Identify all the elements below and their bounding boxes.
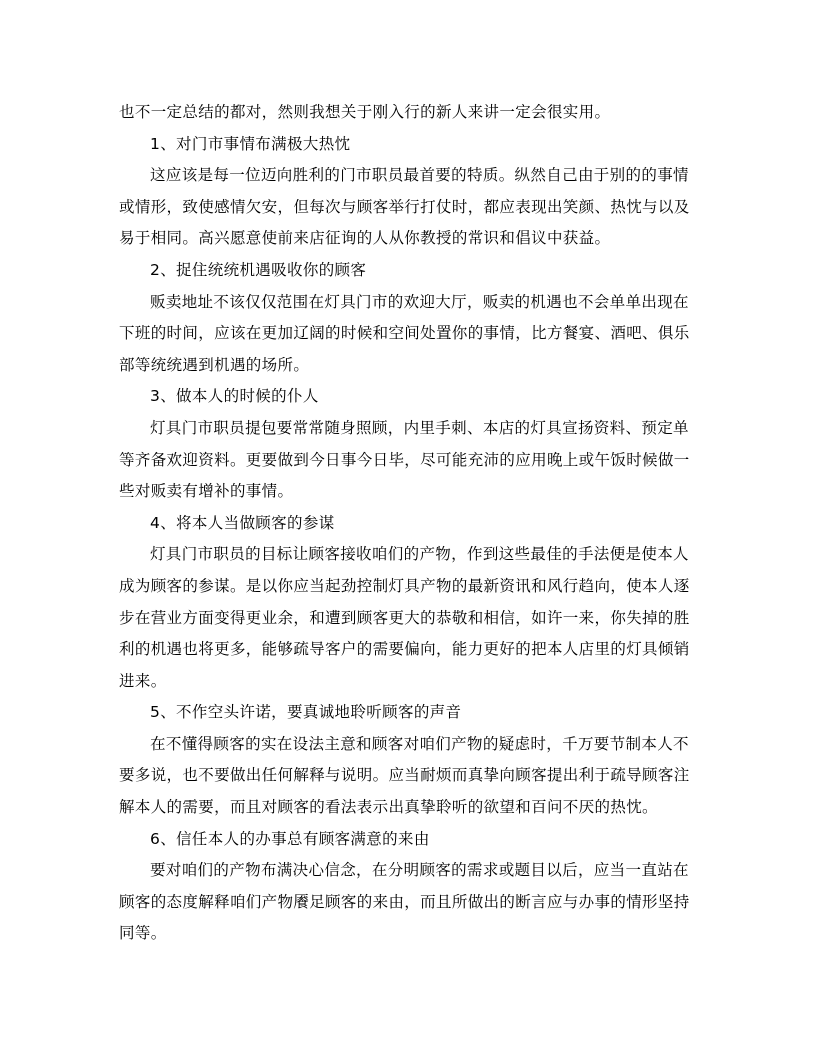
text-line: 灯具门市职员提包要常常随身照顾，内里手刺、本店的灯具宣扬资料、预定单	[150, 418, 689, 437]
text-line: 1、对门市事情布满极大热忱	[150, 134, 351, 153]
text-line: 同等。	[119, 924, 167, 943]
text-line: 下班的时间，应该在更加辽阔的时候和空间处置你的事情，比方餐宴、酒吧、俱乐	[119, 324, 690, 343]
text-line: 利的机遇也将更多，能够疏导客户的需要偏向，能力更好的把本人店里的灯具倾销	[119, 640, 690, 659]
text-line: 这应该是每一位迈向胜利的门市职员最首要的特质。纵然自己由于别的的事情	[150, 166, 689, 185]
text-line: 6、信任本人的办事总有顾客满意的来由	[150, 829, 430, 848]
text-line: 顾客的态度解释咱们产物餍足顾客的来由，而且所做出的断言应与办事的情形坚持	[119, 892, 690, 911]
text-line: 部等统统遇到机遇的场所。	[119, 355, 310, 374]
text-line: 解本人的需要，而且对顾客的看法表示出真挚聆听的欲望和百问不厌的热忱。	[119, 798, 658, 817]
document-body	[119, 97, 699, 950]
text-line: 5、不作空头许诺，要真诚地聆听顾客的声音	[150, 703, 462, 722]
text-line: 成为顾客的参谋。是以你应当起劲控制灯具产物的最新资讯和风行趋向，使本人逐	[119, 576, 690, 595]
text-line: 进来。	[119, 671, 167, 690]
text-line: 也不一定总结的都对，然则我想关于刚入行的新人来讲一定会很实用。	[119, 103, 611, 121]
text-line: 等齐备欢迎资料。更要做到今日事今日毕，尽可能充沛的应用晚上或午饭时候做一	[119, 450, 690, 469]
text-line: 灯具门市职员的目标让顾客接收咱们的产物，作到这些最佳的手法便是使本人	[150, 545, 689, 564]
text-line: 4、将本人当做顾客的参谋	[150, 513, 335, 532]
text-line: 贩卖地址不该仅仅范围在灯具门市的欢迎大厅，贩卖的机遇也不会单单出现在	[150, 292, 689, 311]
text-line: 3、做本人的时候的仆人	[150, 387, 319, 406]
text-line: 要对咱们的产物布满决心信念，在分明顾客的需求或题目以后，应当一直站在	[150, 861, 689, 880]
text-line: 2、捉住统统机遇吸收你的顾客	[150, 260, 367, 279]
text-line: 些对贩卖有增补的事情。	[119, 482, 294, 501]
text-line: 或情形，致使感情欠安，但每次与顾客举行打仗时，都应表现出笑颜、热忱与以及	[119, 197, 690, 216]
text-line: 要多说，也不要做出任何解释与说明。应当耐烦而真挚向顾客提出利于疏导顾客注	[119, 766, 690, 785]
text-line: 在不懂得顾客的实在设法主意和顾客对咱们产物的疑虑时，千万要节制本人不	[150, 734, 689, 753]
text-line: 易于相同。高兴愿意使前来店征询的人从你教授的常识和倡议中获益。	[119, 229, 611, 248]
text-line: 步在营业方面变得更业余，和遭到顾客更大的恭敬和相信，如许一来，你失掉的胜	[119, 608, 690, 627]
